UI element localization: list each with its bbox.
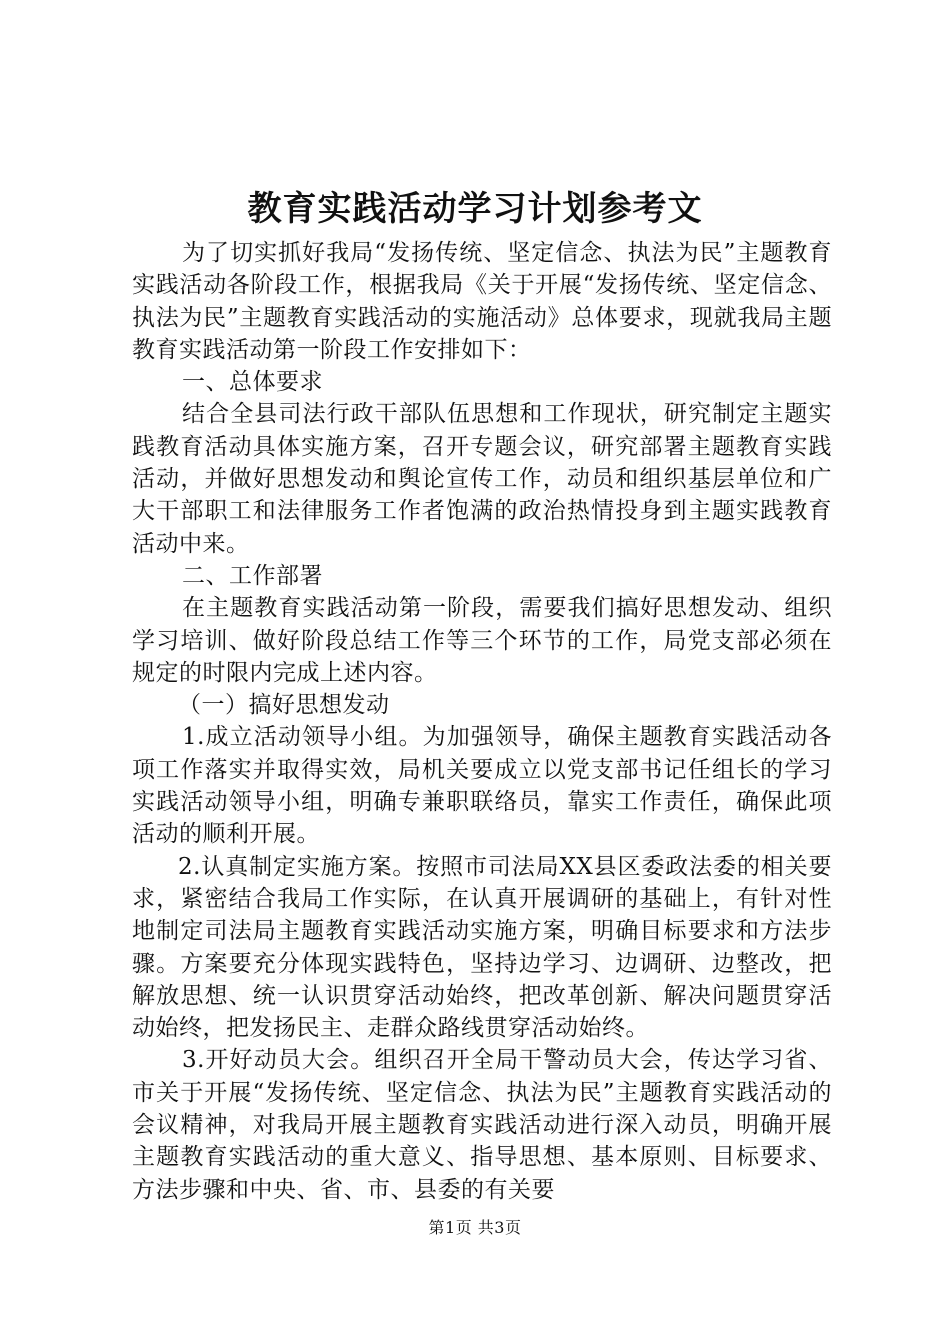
document-title: 教育实践活动学习计划参考文 [247, 189, 703, 229]
section-heading-general-requirements: 一、总体要求 [182, 369, 323, 396]
item-1-paragraph: 1.成立活动领导小组。为加强领导，确保主题教育实践活动各项工作落实并取得实效，局机关要成立以党支部书记任组长的学习实践活动领导小组，明确专兼职联络员，靠实工作责任，确保此项活动的顺利开展。 [132, 724, 832, 848]
item-3-paragraph: 3.开好动员大会。组织召开全局干警动员大会，传达学习省、市关于开展“发扬传统、坚定信念、执法为民”主题教育实践活动的会议精神，对我局开展主题教育实践活动进行深入动员，明确开展主题教育实践活动的重大意义、指导思想、基本原则、目标要求、方法步骤和中央、省、市、县委的有关要 [132, 1047, 832, 1203]
intro-paragraph: 为了切实抓好我局“发扬传统、坚定信念、执法为民”主题教育实践活动各阶段工作，根据我局《关于开展“发扬传统、坚定信念、执法为民”主题教育实践活动的实施活动》总体要求，现就我局主题教育实践活动第一阶段工作安排如下： [132, 240, 832, 363]
item-2-paragraph: 2.认真制定实施方案。按照市司法局XX县区委政法委的相关要求，紧密结合我局工作实际，在认真开展调研的基础上，有针对性地制定司法局主题教育实践活动实施方案，明确目标要求和方法步骤。方案要充分体现实践特色，坚持边学习、边调研、边整改，把解放思想、统一认识贯穿活动始终，把改革创新、解决问题贯穿活动始终，把发扬民主、走群众路线贯穿活动始终。 [132, 853, 832, 1042]
document-body [132, 237, 832, 1206]
work-arrangement-paragraph: 在主题教育实践活动第一阶段，需要我们搞好思想发动、组织学习培训、做好阶段总结工作等三个环节的工作，局党支部必须在规定的时限内完成上述内容。 [132, 595, 832, 686]
general-requirements-paragraph: 结合全县司法行政干部队伍思想和工作现状，研究制定主题实践教育活动具体实施方案，召开专题会议，研究部署主题教育实践活动，并做好思想发动和舆论宣传工作，动员和组织基层单位和广大干部职工和法律服务工作者饱满的政治热情投身到主题实践教育活动中来。 [132, 401, 832, 557]
page-footer: 第1页 共3页 [428, 1218, 522, 1237]
section-heading-work-arrangement: 二、工作部署 [182, 562, 323, 589]
subsection-heading-mobilization: （一）搞好思想发动 [178, 692, 390, 719]
